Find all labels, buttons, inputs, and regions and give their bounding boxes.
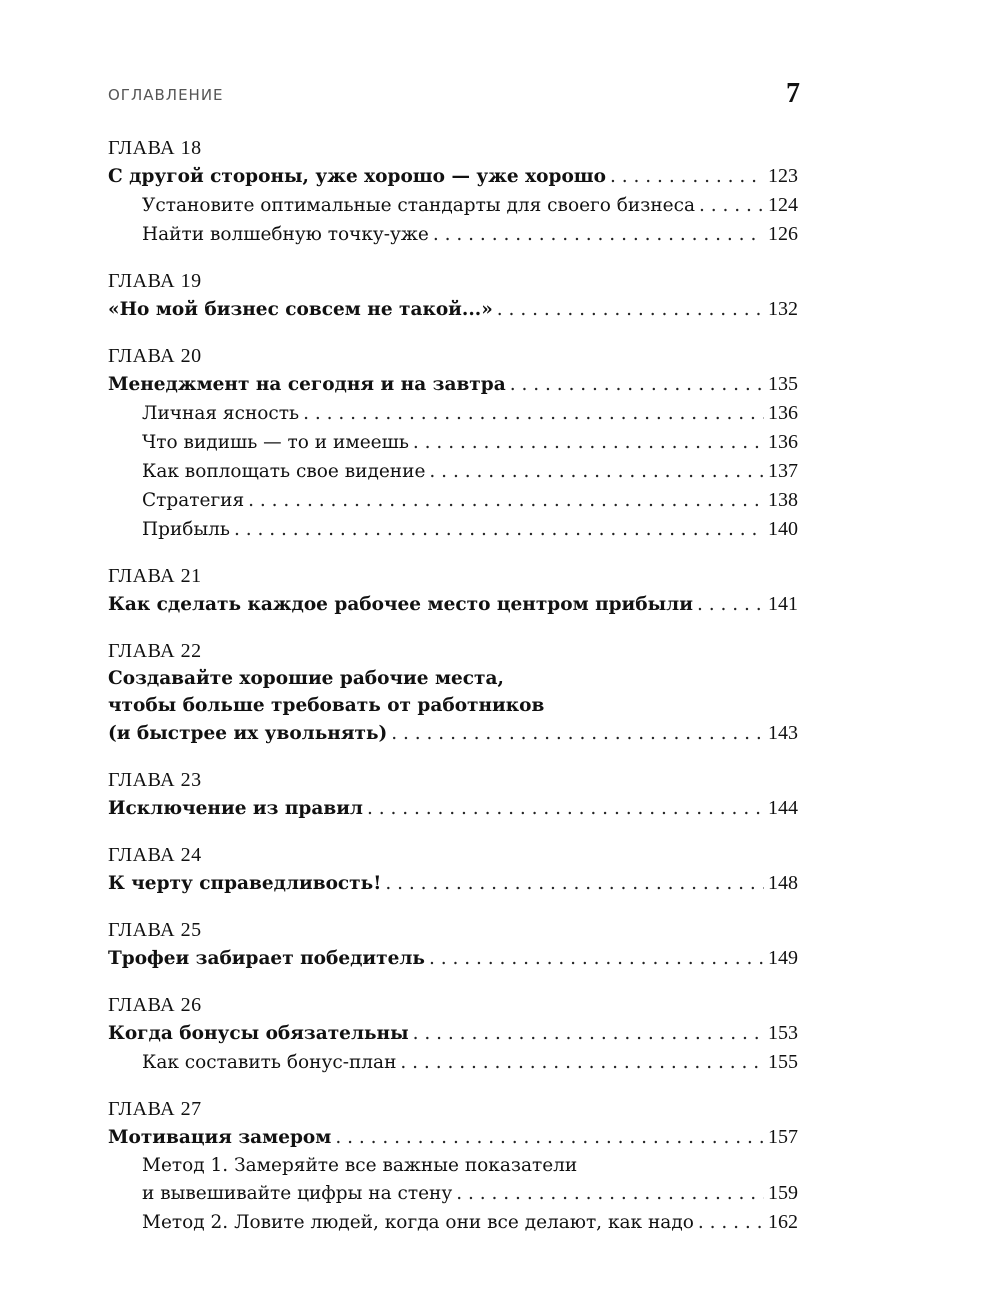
chapter-label: ГЛАВА 20 bbox=[108, 345, 202, 367]
toc-entry-main[interactable] bbox=[108, 590, 798, 619]
entry-title: Стратегия bbox=[142, 490, 245, 511]
entry-page: 141 bbox=[768, 593, 798, 615]
leader-dots bbox=[391, 719, 764, 748]
chapter-18 bbox=[108, 134, 798, 249]
toc-entry-sub[interactable] bbox=[108, 457, 798, 486]
leader-dots bbox=[697, 590, 764, 619]
toc-entry-sub[interactable] bbox=[108, 191, 798, 220]
entry-title: С другой стороны, уже хорошо — уже хорошо bbox=[108, 166, 607, 187]
toc-entry-main[interactable] bbox=[108, 944, 798, 973]
entry-page: 159 bbox=[768, 1182, 798, 1204]
leader-dots bbox=[413, 1019, 764, 1048]
leader-dots bbox=[497, 295, 764, 324]
toc-entry-main[interactable] bbox=[108, 295, 798, 324]
chapter-label: ГЛАВА 22 bbox=[108, 640, 202, 662]
chapter-label: ГЛАВА 18 bbox=[108, 137, 202, 159]
entry-page: 132 bbox=[768, 298, 798, 320]
leader-dots bbox=[385, 869, 764, 898]
leader-dots bbox=[433, 220, 764, 249]
toc-entry-main[interactable] bbox=[108, 1123, 798, 1152]
entry-page: 126 bbox=[768, 223, 798, 245]
entry-page: 157 bbox=[768, 1126, 798, 1148]
toc-entry-sub[interactable] bbox=[108, 399, 798, 428]
page-number: 7 bbox=[786, 78, 800, 109]
leader-dots bbox=[698, 1208, 764, 1237]
entry-title: Как воплощать свое видение bbox=[142, 461, 426, 482]
entry-title: Исключение из правил bbox=[108, 798, 363, 819]
toc-entry-sub[interactable] bbox=[108, 1048, 798, 1077]
chapter-label: ГЛАВА 27 bbox=[108, 1098, 202, 1120]
chapter-26 bbox=[108, 991, 798, 1077]
leader-dots bbox=[429, 457, 764, 486]
toc-entry-main[interactable] bbox=[108, 869, 798, 898]
chapter-label: ГЛАВА 19 bbox=[108, 270, 202, 292]
entry-title: Прибыль bbox=[142, 519, 230, 540]
entry-title: Трофеи забирает победитель bbox=[108, 948, 425, 969]
entry-title: Установите оптимальные стандарты для своего бизнеса bbox=[142, 195, 695, 216]
entry-page: 143 bbox=[768, 722, 798, 744]
entry-title: Личная ясность bbox=[142, 403, 300, 424]
chapter-21 bbox=[108, 562, 798, 619]
entry-title-line: чтобы больше требовать от работников bbox=[108, 695, 545, 716]
chapter-20 bbox=[108, 342, 798, 544]
toc-entry-main[interactable] bbox=[108, 719, 798, 748]
chapter-23 bbox=[108, 766, 798, 823]
entry-page: 148 bbox=[768, 872, 798, 894]
entry-title: Метод 2. Ловите людей, когда они все делают, как надо bbox=[142, 1212, 694, 1233]
leader-dots bbox=[303, 399, 764, 428]
chapter-label: ГЛАВА 25 bbox=[108, 919, 202, 941]
running-head: ОГЛАВЛЕНИЕ bbox=[108, 86, 224, 104]
toc-entry-sub[interactable] bbox=[108, 515, 798, 544]
entry-page: 155 bbox=[768, 1051, 798, 1073]
chapter-24 bbox=[108, 841, 798, 898]
entry-title: К черту справедливость! bbox=[108, 873, 382, 894]
entry-page: 144 bbox=[768, 797, 798, 819]
entry-page: 149 bbox=[768, 947, 798, 969]
chapter-27 bbox=[108, 1095, 798, 1237]
leader-dots bbox=[456, 1179, 764, 1208]
entry-page: 138 bbox=[768, 489, 798, 511]
leader-dots bbox=[429, 944, 764, 973]
entry-title: (и быстрее их увольнять) bbox=[108, 723, 388, 744]
chapter-25 bbox=[108, 916, 798, 973]
chapter-19 bbox=[108, 267, 798, 324]
entry-title: Мотивация замером bbox=[108, 1127, 332, 1148]
entry-page: 124 bbox=[768, 194, 798, 216]
entry-title: Что видишь — то и имеешь bbox=[142, 432, 409, 453]
entry-page: 137 bbox=[768, 460, 798, 482]
entry-page: 140 bbox=[768, 518, 798, 540]
leader-dots bbox=[610, 162, 764, 191]
chapter-label: ГЛАВА 24 bbox=[108, 844, 202, 866]
leader-dots bbox=[248, 486, 764, 515]
toc-entry-main[interactable] bbox=[108, 370, 798, 399]
entry-title: Когда бонусы обязательны bbox=[108, 1023, 409, 1044]
entry-title: и вывешивайте цифры на стену bbox=[142, 1183, 453, 1204]
entry-page: 153 bbox=[768, 1022, 798, 1044]
toc-entry-sub[interactable] bbox=[108, 1179, 798, 1208]
chapter-label: ГЛАВА 26 bbox=[108, 994, 202, 1016]
leader-dots bbox=[413, 428, 764, 457]
entry-title: Как сделать каждое рабочее место центром прибыли bbox=[108, 594, 693, 615]
entry-title: «Но мой бизнес совсем не такой...» bbox=[108, 299, 493, 320]
toc-entry-sub[interactable] bbox=[108, 486, 798, 515]
entry-title-line: Создавайте хорошие рабочие места, bbox=[108, 668, 504, 689]
entry-title: Найти волшебную точку-уже bbox=[142, 224, 429, 245]
chapter-label: ГЛАВА 21 bbox=[108, 565, 202, 587]
toc-entry-sub[interactable] bbox=[108, 220, 798, 249]
chapter-label: ГЛАВА 23 bbox=[108, 769, 202, 791]
toc-entry-main[interactable] bbox=[108, 1019, 798, 1048]
leader-dots bbox=[367, 794, 764, 823]
leader-dots bbox=[510, 370, 764, 399]
table-of-contents bbox=[108, 134, 798, 1255]
entry-page: 136 bbox=[768, 402, 798, 424]
entry-page: 162 bbox=[768, 1211, 798, 1233]
entry-page: 136 bbox=[768, 431, 798, 453]
toc-entry-sub[interactable] bbox=[108, 428, 798, 457]
entry-title: Менеджмент на сегодня и на завтра bbox=[108, 374, 506, 395]
entry-title: Как составить бонус-план bbox=[142, 1052, 397, 1073]
leader-dots bbox=[400, 1048, 764, 1077]
chapter-22 bbox=[108, 637, 798, 748]
toc-entry-main[interactable] bbox=[108, 162, 798, 191]
entry-page: 135 bbox=[768, 373, 798, 395]
leader-dots bbox=[699, 191, 764, 220]
toc-entry-main[interactable] bbox=[108, 794, 798, 823]
leader-dots bbox=[335, 1123, 764, 1152]
toc-entry-sub[interactable] bbox=[108, 1208, 798, 1237]
entry-title-line: Метод 1. Замеряйте все важные показатели bbox=[142, 1155, 578, 1176]
leader-dots bbox=[234, 515, 764, 544]
entry-page: 123 bbox=[768, 165, 798, 187]
